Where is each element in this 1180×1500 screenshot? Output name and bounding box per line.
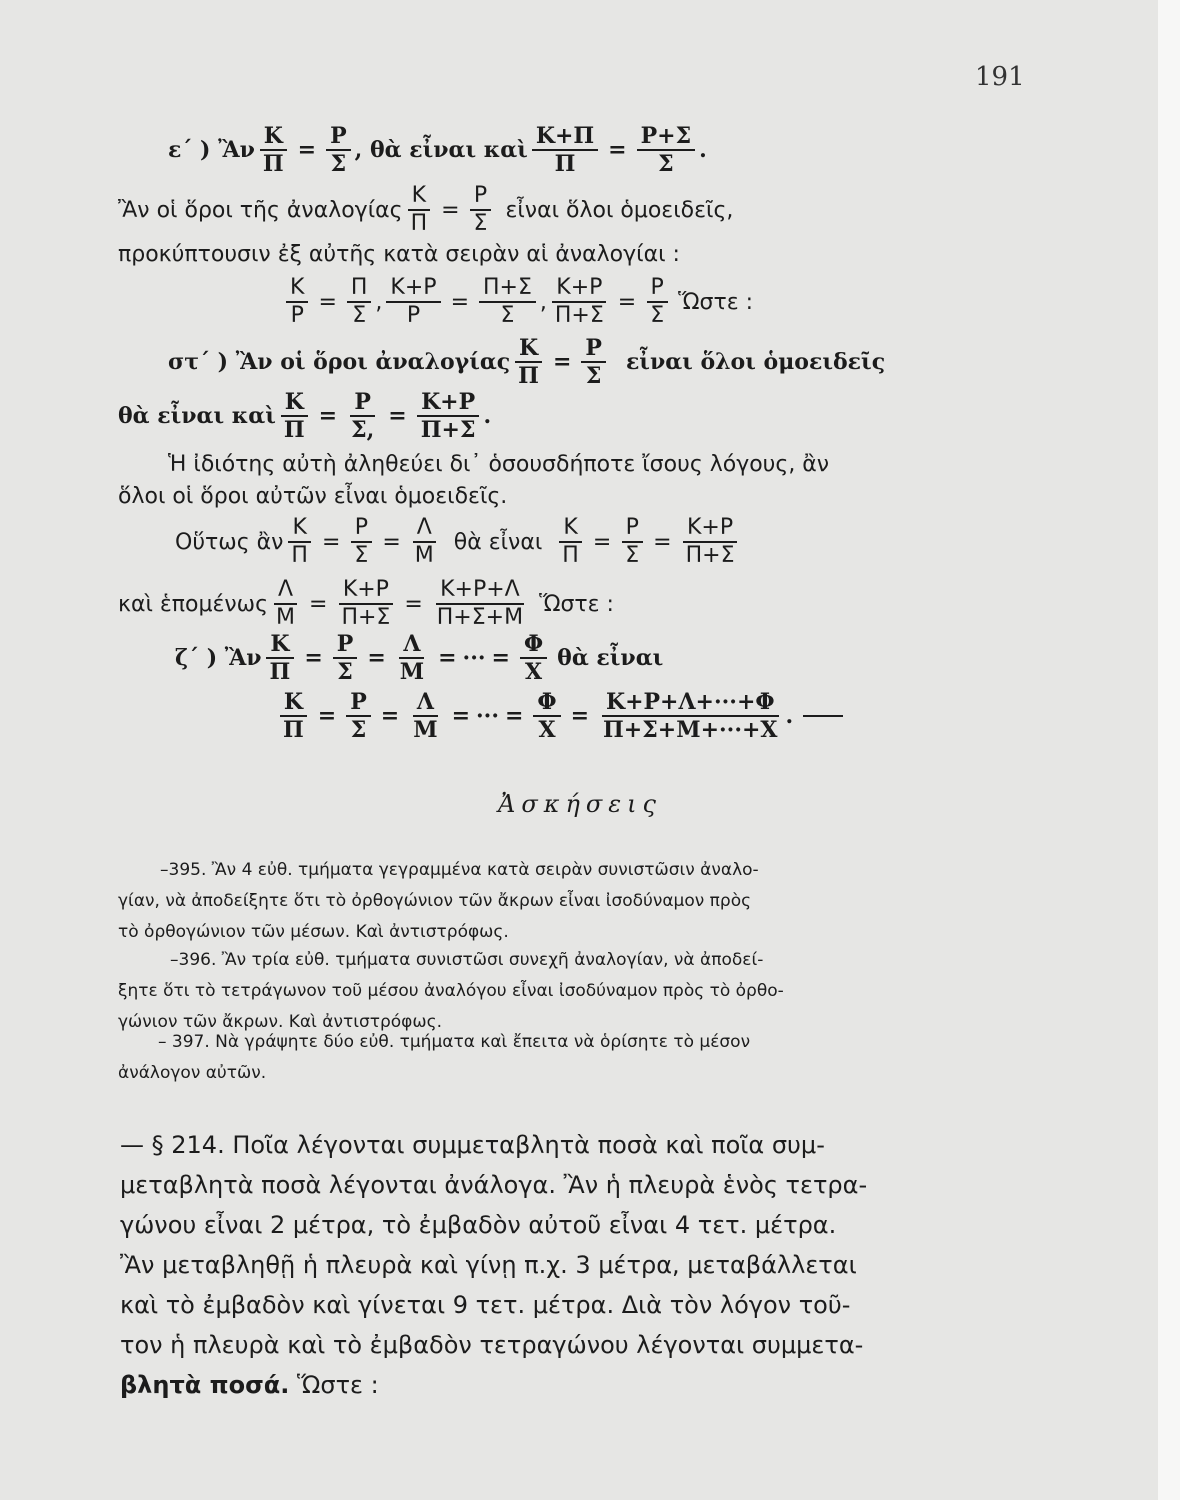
fraction: $\frac{\Phi}{X}$: [533, 690, 560, 742]
exercise-395: –395. Ἂν 4 εὐθ. τμήματα γεγραμμένα κατὰ σειρὰν συνιστῶσιν ἀναλο- γίαν, νὰ ἀποδείξητε ὅτι τὸ ὀρθογώνιον τῶν ἄκρων εἶναι ἰσοδύναμον πρὸς τὸ ὀρθογώνιον τῶν μέσων. Καὶ ἀντιστρόφως.: [118, 860, 759, 942]
fraction: $\frac{P}{\Sigma}$: [646, 276, 668, 328]
line-2: Ἂν οἱ ὅροι τῆς ἀναλογίας $\frac{K}{\Pi}$ = $\frac{P}{\Sigma}$ εἶναι ὅλοι ὁμοειδεῖς,: [118, 183, 734, 237]
page-number: 191: [975, 62, 1025, 92]
fraction: $\frac{P+\Sigma}{\Sigma}$: [637, 124, 696, 176]
paragraph-line-1: Ἡ ἰδιότης αὐτὴ ἀληθεύει δι᾽ ὁσουσδήποτε ἴσους λόγους, ἂν: [168, 452, 830, 477]
rule-st: στ΄ ) Ἂν οἱ ὅροι ἀναλογίας $\frac{K}{\Pi}$ = $\frac{P}{\Sigma}$ εἶναι ὅλοι ὁμοειδεῖς: [168, 335, 886, 390]
fraction: $\frac{K}{\Pi}$: [514, 336, 543, 388]
fraction: $\frac{\Lambda}{M}$: [411, 516, 438, 568]
fraction: $\frac{P}{\Sigma}$: [326, 124, 351, 176]
fraction: $\frac{K+P+\Lambda+\cdot\cdot\cdot+\Phi}{\Pi+\Sigma+M+\cdot\cdot\cdot+X}$: [603, 689, 778, 744]
fraction: $\frac{\Phi}{X}$: [520, 632, 547, 684]
section-214: — § 214. Ποῖα λέγονται συμμεταβλητὰ ποσὰ καὶ ποῖα συμ- μεταβλητὰ ποσὰ λέγονται ἀνάλογα. Ἂν ἡ πλευρὰ ἑνὸς τετρα- γώνου εἶναι 2 μέτρα, τὸ ἐμβαδὸν αὐτοῦ εἶναι 4 τετ. μέτρα. Ἂν μεταβληθῇ ἡ πλευρὰ καὶ γίνῃ π.χ. 3 μέτρα, μεταβάλλεται καὶ τὸ ἐμβαδὸν καὶ γίνεται 9 τετ. μέτρα. Διὰ τὸν λόγον τοῦ- τον ἡ πλευρὰ καὶ τὸ ἐμβαδὸν τετραγώνου λέγονται συμμετα- βλητὰ ποσά. Ὥστε :: [120, 1125, 867, 1405]
paragraph-line-2: ὅλοι οἱ ὅροι αὐτῶν εἶναι ὁμοειδεῖς.: [118, 484, 508, 509]
bold-term: βλητὰ ποσά.: [120, 1371, 290, 1399]
line-3: προκύπτουσιν ἐξ αὐτῆς κατὰ σειρὰν αἱ ἀναλογίαι :: [118, 242, 680, 267]
fraction: $\frac{P}{\Sigma}$: [346, 690, 371, 742]
fraction: $\frac{K}{\Pi}$: [287, 516, 312, 568]
fraction: $\frac{K}{\Pi}$: [280, 390, 309, 442]
exercise-396: –396. Ἂν τρία εὐθ. τμήματα συνιστῶσι συνεχῆ ἀναλογίαν, νὰ ἀποδεί- ξητε ὅτι τὸ τετράγωνον τοῦ μέσου ἀναλόγου εἶναι ἰσοδύναμον πρὸς τὸ ὀρθο- γώνιον τῶν ἄκρων. Καὶ ἀντιστρόφως.: [118, 950, 784, 1032]
rule-e-label: ε΄ ) Ἂν: [168, 137, 255, 164]
rule-z-cont: $\frac{K}{\Pi}$ = $\frac{P}{\Sigma}$ = $\frac{\Lambda}{M}$ = ··· = $\frac{\Phi}{X}$ = $\frac{K+P+\Lambda+\cdot\cdot\cdot+\Phi}{\Pi+\Sigma+M+\cdot\cdot\cdot+X}$ .: [275, 690, 843, 742]
fraction: $\frac{K+P}{\Pi+\Sigma}$: [337, 578, 394, 630]
exercise-397: – 397. Νὰ γράψητε δύο εὐθ. τμήματα καὶ ἔπειτα νὰ ὁρίσητε τὸ μέσον ἀνάλογον αὐτῶν.: [118, 1032, 751, 1083]
fraction: $\frac{\Lambda}{M}$: [399, 631, 425, 686]
fraction: $\frac{P}{\Sigma}$: [333, 632, 358, 684]
fraction: $\frac{K+\Pi}{\Pi}$: [532, 124, 598, 176]
fraction: $\frac{\Lambda}{M}$: [413, 689, 438, 744]
fraction: $\frac{K}{\Pi}$: [558, 516, 583, 568]
fraction: $\frac{P}{\Sigma}$: [350, 516, 372, 568]
fraction: $\frac{\Pi+\Sigma}{\Sigma}$: [479, 276, 536, 328]
fraction: $\frac{K}{\Pi}$: [259, 124, 288, 176]
fraction: $\frac{P}{\Sigma}$: [621, 516, 643, 568]
fraction: $\frac{K}{\Pi}$: [266, 632, 295, 684]
fraction: $\frac{P}{\Sigma}$: [470, 184, 492, 236]
page-edge: [1158, 0, 1180, 1500]
fraction: $\frac{K+P}{P}$: [386, 276, 440, 328]
line-4-proportions: $\frac{K}{P}$ = $\frac{\Pi}{\Sigma}$ , $\frac{K+P}{P}$ = $\frac{\Pi+\Sigma}{\Sigma}$ , $\frac{K+P}{\Pi+\Sigma}$ = $\frac{P}{\Sigma}$ Ὥστε :: [282, 276, 753, 328]
end-rule: [803, 715, 843, 717]
example-line: Οὕτως ἂν $\frac{K}{\Pi}$ = $\frac{P}{\Sigma}$ = $\frac{\Lambda}{M}$ θὰ εἶναι $\frac{K}{\Pi}$ = $\frac{P}{\Sigma}$ = $\frac{K+P}{\Pi+\Sigma}$: [175, 516, 742, 568]
fraction: $\frac{P}{\Sigma}$: [581, 336, 606, 388]
rule-st-cont: θὰ εἶναι καὶ $\frac{K}{\Pi}$ = $\frac{P}{\Sigma,}$ = $\frac{K+P}{\Pi+\Sigma}$ .: [118, 389, 492, 444]
fraction: $\frac{P}{\Sigma,}$: [351, 389, 375, 444]
rule-z: ζ΄ ) Ἂν $\frac{K}{\Pi}$ = $\frac{P}{\Sigma}$ = $\frac{\Lambda}{M}$ = ··· = $\frac{\Phi}{X}$ θὰ εἶναι: [175, 631, 664, 686]
section-214-last-line: βλητὰ ποσά. Ὥστε :: [120, 1371, 379, 1399]
fraction: $\frac{K+P}{\Pi+\Sigma}$: [551, 276, 608, 328]
rule-e: ε΄ ) Ἂν $\frac{K}{\Pi}$ = $\frac{P}{\Sigma}$ , θὰ εἶναι καὶ $\frac{K+\Pi}{\Pi}$ = $\frac{P+\Sigma}{\Sigma}$ .: [168, 123, 707, 178]
fraction: $\frac{K+P}{\Pi+\Sigma}$: [417, 390, 480, 442]
exercises-heading: Ἀσκήσεις: [498, 790, 662, 818]
fraction: $\frac{K+P+\Lambda}{\Pi+\Sigma+M}$: [436, 577, 524, 631]
fraction: $\frac{K}{\Pi}$: [279, 690, 308, 742]
fraction: $\frac{K}{P}$: [286, 276, 308, 328]
fraction: $\frac{K}{\Pi}$: [407, 184, 432, 236]
consequently-line: καὶ ἑπομένως $\frac{\Lambda}{M}$ = $\frac{K+P}{\Pi+\Sigma}$ = $\frac{K+P+\Lambda}{\Pi+\Sigma+M}$ Ὥστε :: [118, 577, 614, 631]
fraction: $\frac{K+P}{\Pi+\Sigma}$: [682, 516, 739, 568]
fraction: $\frac{\Pi}{\Sigma}$: [347, 276, 372, 328]
fraction: $\frac{\Lambda}{M}$: [272, 578, 299, 630]
